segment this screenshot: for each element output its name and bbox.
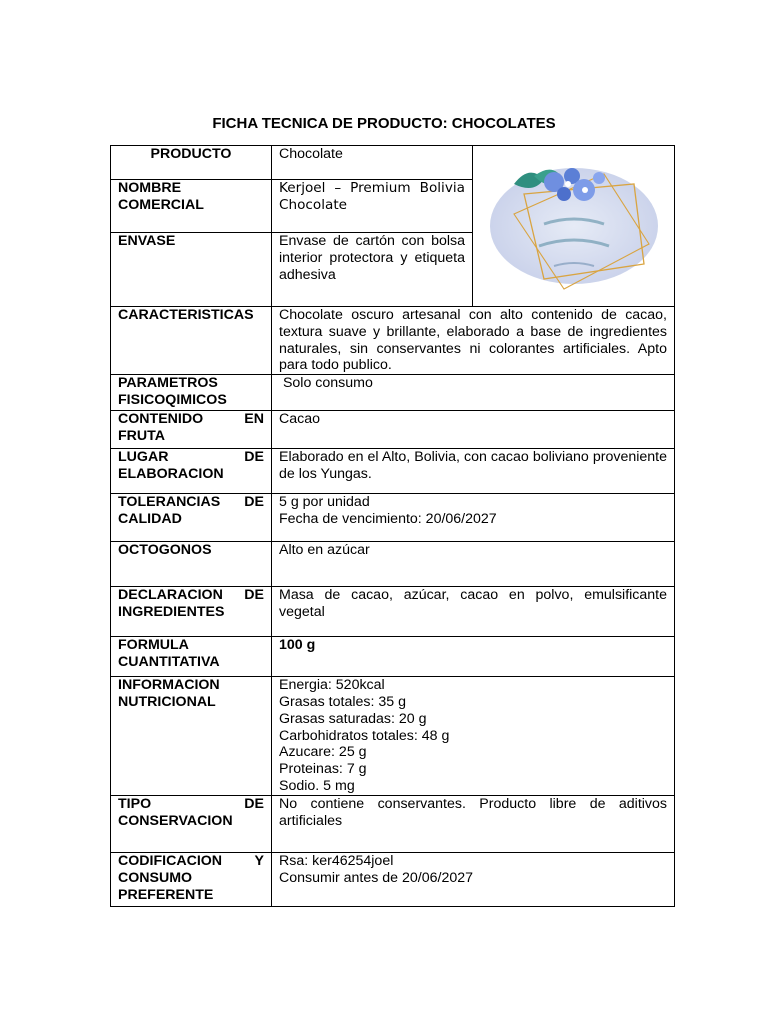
label-formula: FORMULA CUANTITATIVA: [111, 637, 272, 677]
nutrition-line: Azucare: 25 g: [279, 744, 367, 761]
nutrition-line: Carbohidratos totales: 48 g: [279, 727, 450, 744]
label-tipo: TIPO DE CONSERVACION: [111, 796, 272, 853]
label-contenido: CONTENIDO EN FRUTA: [111, 411, 272, 449]
row-lugar: [111, 449, 675, 494]
label-octogonos: OCTOGONOS: [111, 542, 272, 587]
label-informacion: INFORMACION NUTRICIONAL: [111, 677, 272, 796]
row-contenido: [111, 411, 675, 449]
nutrition-line: Sodio. 5 mg: [279, 777, 355, 794]
row-tolerancias: [111, 494, 675, 542]
value-declaracion: Masa de cacao, azúcar, cacao en polvo, emulsificante vegetal: [272, 587, 675, 637]
nutrition-line: Energia: 520kcal: [279, 677, 385, 694]
label-codificacion: CODIFICACION Y CONSUMO PREFERENTE: [111, 853, 272, 907]
label-envase: ENVASE: [111, 233, 272, 307]
nutrition-line: Grasas totales: 35 g: [279, 693, 406, 710]
logo-cell: [473, 146, 675, 307]
value-lugar: Elaborado en el Alto, Bolivia, con cacao boliviano proveniente de los Yungas.: [272, 449, 675, 494]
page-title: FICHA TECNICA DE PRODUCTO: CHOCOLATES: [212, 115, 556, 132]
value-codificacion: [272, 853, 675, 907]
tolerancias-line: 5 g por unidad: [279, 494, 370, 511]
value-envase: Envase de cartón con bolsa interior protectora y etiqueta adhesiva: [272, 233, 473, 307]
row-informacion: [111, 677, 675, 796]
label-parametros: PARAMETROS FISICOQIMICOS: [111, 375, 272, 411]
row-tipo: [111, 796, 675, 853]
codificacion-line: Consumir antes de 20/06/2027: [279, 869, 474, 886]
label-tolerancias: TOLERANCIAS DE CALIDAD: [111, 494, 272, 542]
value-tolerancias: [272, 494, 675, 542]
brand-logo-flowers-icon: [484, 154, 664, 294]
value-nombre: Kerjoel – Premium Bolivia Chocolate: [272, 180, 473, 233]
row-parametros: [111, 375, 675, 411]
spec-table: [110, 145, 675, 907]
row-declaracion: [111, 587, 675, 637]
row-caracteristicas: [111, 307, 675, 375]
label-nombre: NOMBRE COMERCIAL: [111, 180, 272, 233]
value-tipo: No contiene conservantes. Producto libre de aditivos artificiales: [272, 796, 675, 853]
label-lugar: LUGAR DE ELABORACION: [111, 449, 272, 494]
label-producto: PRODUCTO: [111, 146, 272, 180]
codificacion-line: Rsa: ker46254joel: [279, 853, 394, 870]
row-formula: [111, 637, 675, 677]
label-caracteristicas: CARACTERISTICAS: [111, 307, 272, 375]
value-formula: 100 g: [272, 637, 675, 677]
value-informacion: [272, 677, 675, 796]
tolerancias-line: Fecha de vencimiento: 20/06/2027: [279, 510, 497, 527]
nutrition-line: Proteinas: 7 g: [279, 761, 367, 778]
value-contenido: Cacao: [272, 411, 675, 449]
row-codificacion: [111, 853, 675, 907]
label-declaracion: DECLARACION DE INGREDIENTES: [111, 587, 272, 637]
value-caracteristicas: Chocolate oscuro artesanal con alto contenido de cacao, textura suave y brillante, elaborado a base de ingredientes naturales, sin conservantes ni colorantes artificiales. Apto para todo publico.: [272, 307, 675, 375]
row-octogonos: [111, 542, 675, 587]
value-producto: Chocolate: [272, 146, 473, 180]
nutrition-line: Grasas saturadas: 20 g: [279, 710, 427, 727]
row-producto: [111, 146, 675, 180]
value-octogonos: Alto en azúcar: [272, 542, 675, 587]
value-parametros: Solo consumo: [272, 375, 675, 411]
